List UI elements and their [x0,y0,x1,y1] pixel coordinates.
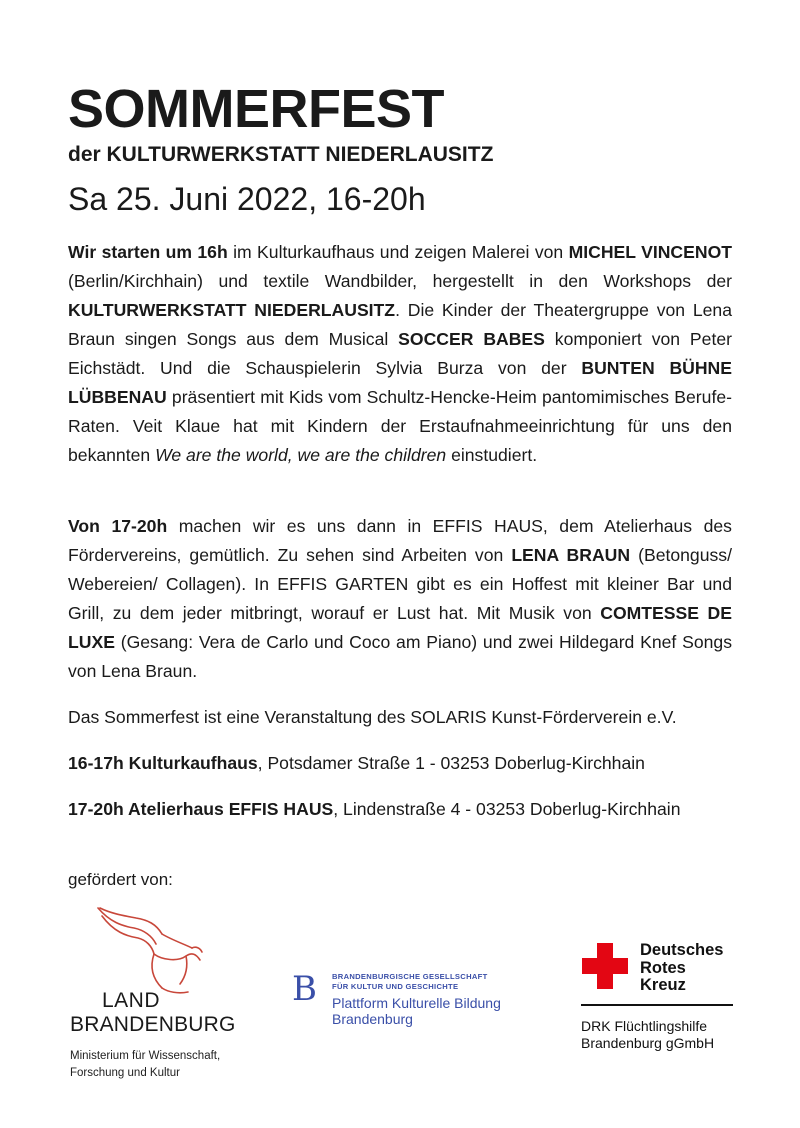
para2-text-1: machen wir es uns dann in EFFIS HAUS, dem Atelierhaus des Fördervereins, gemütlich. Zu sehen sind Arbeiten von [68,516,732,565]
red-eagle-icon [92,904,212,996]
ministry-line2: Forschung und Kultur [70,1067,180,1079]
bbg-org-name [332,972,488,991]
venue-effis-haus [68,795,768,824]
bbg-small-line2: FÜR KULTUR UND GESCHICHTE [332,981,459,991]
para1-text-4: komponiert von Peter Eichstädt. Und die Schauspielerin Sylvia Burza von der [68,329,732,378]
page-title: SOMMERFEST [68,79,445,139]
bbg-letter-b: B [292,969,317,1009]
paragraph-program-evening [68,512,732,686]
para1-bold-3: KULTURWERKSTATT NIEDERLAUSITZ [68,300,396,320]
para1-text-1: im Kulturkaufhaus und zeigen Malerei von [227,242,569,262]
drk-name-line1: Deutsches [640,941,724,959]
para2-bold-2: LENA BRAUN [511,545,631,565]
organizer-line: Das Sommerfest ist eine Veranstaltung des SOLARIS Kunst-Förderverein e.V. [68,707,677,727]
para1-text-3: . Die Kinder der Theatergruppe von Lena Braun singen Songs aus dem Musical [68,300,732,349]
venue-kulturkaufhaus [68,749,768,778]
para2-bold-3: COMTESSE DE LUXE [68,603,732,652]
drk-divider [581,1004,733,1006]
bbg-platform-name [332,995,501,1027]
para1-italic-song: We are the world, we are the children [155,445,447,465]
ministry-line1: Ministerium für Wissenschaft, [70,1050,221,1062]
drk-name [640,942,723,995]
venue2-label: 17-20h Atelierhaus EFFIS HAUS [68,799,334,819]
para1-text-5: präsentiert mit Kids vom Schultz-Hencke-Heim pantomimisches Berufe-Raten. Veit Klaue hat mit Kindern der Erstaufnahmeeinrichtung für uns den bekannten [68,387,732,465]
para1-bold-1: Wir starten um 16h [68,242,228,262]
para1-bold-4: SOCCER BABES [398,329,545,349]
para2-text-2: (Betonguss/ Webereien/ Collagen). In EFFIS GARTEN gibt es ein Hoffest mit kleiner Bar und Grill, zu dem jeder mitbringt, worauf er Lust hat. Mit Musik von [68,545,732,623]
para1-text-2: (Berlin/Kirchhain) und textile Wandbilder, hergestellt in den Workshops der [68,271,732,291]
drk-sub-line1: DRK Flüchtlingshilfe [581,1018,708,1034]
drk-name-line2: Rotes [640,958,686,977]
supported-by-label: gefördert von: [68,870,173,889]
paragraph-program-afternoon [68,238,732,470]
drk-logo [578,938,748,1068]
drk-name-line3: Kreuz [640,976,686,994]
para1-text-6: einstudiert. [446,445,538,465]
bbg-logo [290,968,540,1038]
venue2-address: , Lindenstraße 4 - 03253 Doberlug-Kirchhain [333,799,681,819]
venue1-address: , Potsdamer Straße 1 - 03253 Doberlug-Kirchhain [257,753,645,773]
para2-bold-1: Von 17-20h [68,516,168,536]
land-brandenburg-logo [66,900,266,1110]
land-line1: LAND [102,989,161,1012]
drk-subtitle [581,1018,714,1052]
drk-sub-line2: Brandenburg gGmbH [581,1035,715,1051]
bbg-small-line1: BRANDENBURGISCHE GESELLSCHAFT [332,972,488,981]
para1-bold-5: BUNTEN BÜHNE LÜBBENAU [68,358,733,407]
page-subtitle: der KULTURWERKSTATT NIEDERLAUSITZ [68,143,494,166]
red-cross-icon [582,943,628,989]
land-line2: BRANDENBURG [70,1013,236,1036]
bbg-big-line1: Plattform Kulturelle Bildung [332,995,501,1011]
para1-bold-2: MICHEL VINCENOT [568,242,733,262]
para2-text-3: (Gesang: Vera de Carlo und Coco am Piano) und zwei Hildegard Knef Songs von Lena Braun. [68,632,732,681]
venue1-label: 16-17h Kulturkaufhaus [68,753,258,773]
bbg-big-line2: Brandenburg [332,1011,413,1027]
ministry-text [70,1048,220,1082]
event-date: Sa 25. Juni 2022, 16-20h [68,181,426,217]
